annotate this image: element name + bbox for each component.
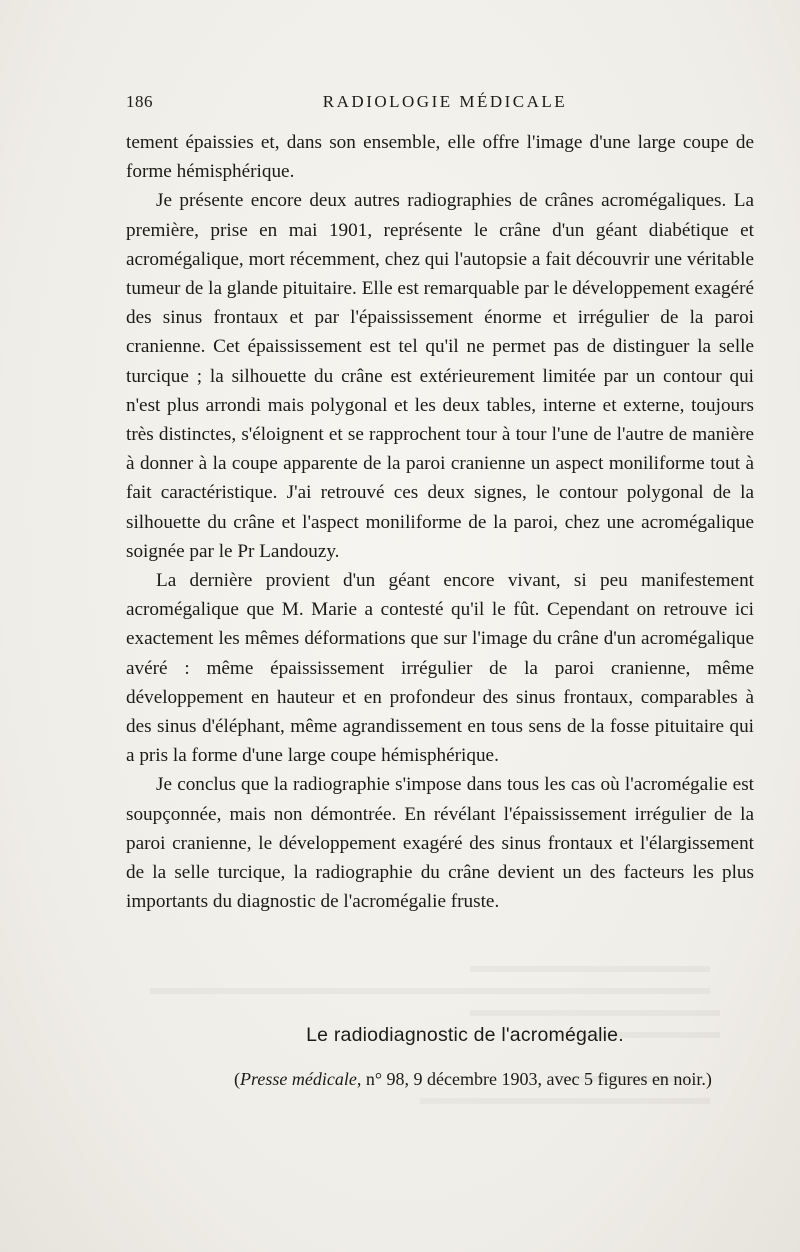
paragraph-continuation: tement épaissies et, dans son ensemble, elle offre l'image d'une large coupe de forme hémisphérique.: [126, 132, 754, 183]
running-title: RADIOLOGIE MÉDICALE: [322, 92, 568, 111]
section-title: Le radiodiagnostic de l'acromégalie.: [306, 1024, 624, 1046]
citation-journal: Presse médicale: [240, 1069, 357, 1089]
citation-open: (: [234, 1069, 241, 1089]
page-number: 186: [126, 92, 153, 111]
paragraph: Je conclus que la radiographie s'impose dans tous les cas où l'acromégalie est soupçonnée, mais non démontrée. En révélant l'épaississement irrégulier de la paroi cranienne, le développement exagéré des sinus frontaux et l'élargissement de la selle turcique, la radiographie du crâne devient un des facteurs les plus importants du diagnostic de l'acromégalie fruste.: [126, 774, 754, 913]
citation-details: , n° 98, 9 décembre 1903, avec 5 figures en noir.): [356, 1069, 712, 1089]
paragraph: La dernière provient d'un géant encore vivant, si peu manifestement acromégalique que M. Marie a contesté qu'il le fût. Cependant on retrouve ici exactement les mêmes déformations que sur l'image du crâne d'un acromégalique avéré : même épaississement irrégulier de la paroi cranienne, même développement en hauteur et en profondeur des sinus frontaux, comparables à des sinus d'éléphant, même agrandissement en tous sens de la fosse pituitaire qui a pris la forme d'une large coupe hémisphérique.: [126, 570, 754, 767]
paragraph: Je présente encore deux autres radiographies de crânes acromégaliques. La première, prise en mai 1901, représente le crâne d'un géant diabétique et acromégalique, mort récemment, chez qui l'autopsie a fait découvrir une véritable tumeur de la glande pituitaire. Elle est remarquable par le développement exagéré des sinus frontaux et par l'épaississement énorme et irrégulier de la paroi cranienne. Cet épaississement est tel qu'il ne permet pas de distinguer la selle turcique ; la silhouette du crâne est extérieurement limitée par un contour qui n'est plus arrondi mais polygonal et les deux tables, interne et externe, toujours très distinctes, s'éloignent et se rapprochent tour à tour l'une de l'autre de manière à donner à la coupe apparente de la paroi cranienne un aspect moniliforme tout à fait caractéristique. J'ai retrouvé ces deux signes, le contour polygonal de la silhouette du crâne et l'aspect moniliforme de la paroi, chez une acromégalique soignée par le Pr Landouzy.: [126, 190, 754, 562]
running-head: [126, 92, 754, 120]
body-text: [126, 128, 754, 916]
citation: [126, 1069, 754, 1090]
